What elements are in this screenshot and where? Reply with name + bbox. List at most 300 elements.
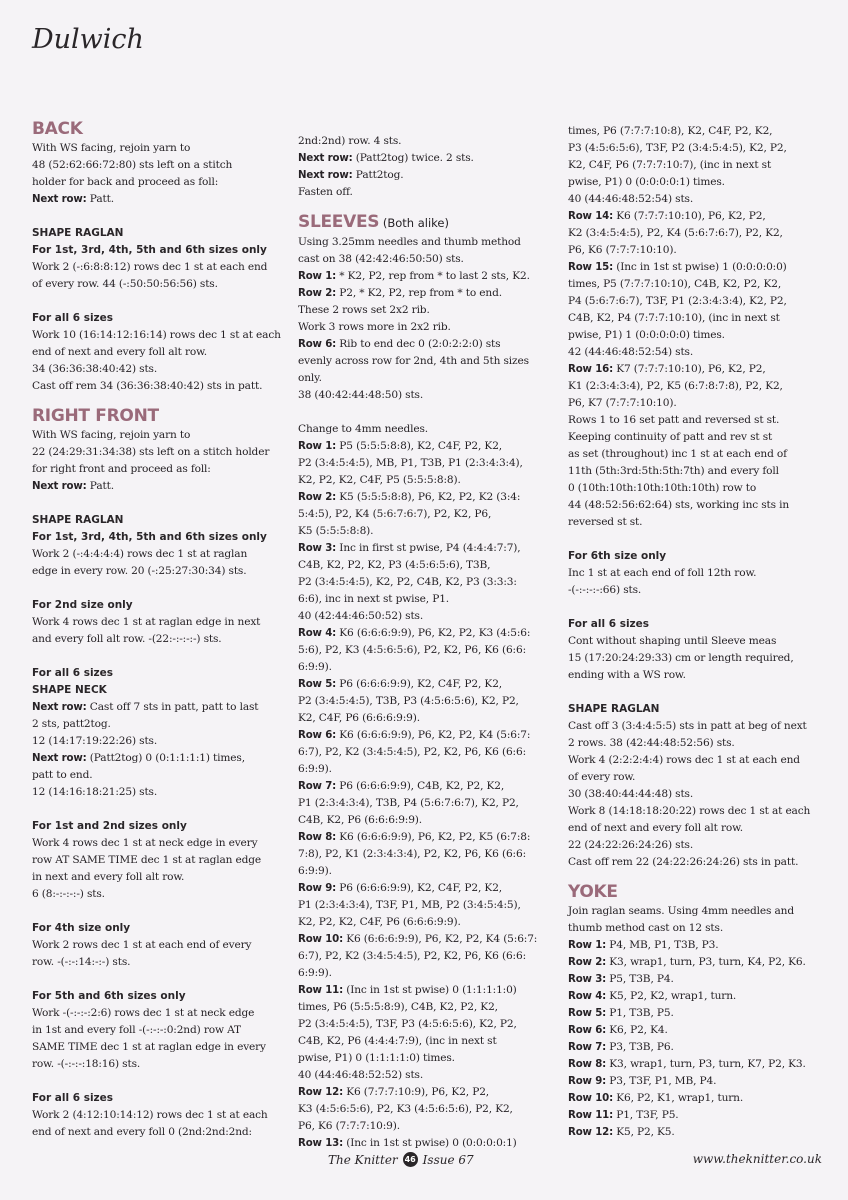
instruction-line [298, 523, 560, 540]
instruction-line [298, 438, 560, 455]
instruction-text: P1, T3F, P5. [613, 1109, 679, 1121]
instruction-text: Keeping continuity of patt and rev st st [568, 431, 773, 443]
spacer [568, 871, 834, 881]
instruction-text: K1 (2:3:4:3:4), P2, K5 (6:7:8:7:8), P2, K2, [568, 380, 783, 392]
instruction-line [32, 1039, 294, 1056]
instruction-line [298, 846, 560, 863]
instruction-text: With WS facing, rejoin yarn to [32, 142, 191, 154]
page-number-badge: 46 [403, 1152, 418, 1167]
spacer [32, 801, 294, 818]
instruction-line [32, 327, 294, 344]
instruction-text: 5:4:5), P2, K4 (5:6:7:6:7), P2, K2, P6, [298, 508, 492, 520]
instruction-line [32, 1056, 294, 1073]
instruction-text: P5, T3B, P4. [606, 973, 674, 985]
instruction-text: of every row. 44 (-:50:50:56:56) sts. [32, 278, 218, 290]
instruction-line [298, 1118, 560, 1135]
instruction-text: C4B, K2, P2, K2, P3 (4:5:6:5:6), T3B, [298, 559, 491, 571]
subsection-heading: SHAPE RAGLAN [32, 514, 124, 526]
instruction-line [568, 293, 834, 310]
instruction-line [32, 1005, 294, 1022]
instruction-text: K3 (4:5:6:5:6), P2, K3 (4:5:6:5:6), P2, K2, [298, 1103, 513, 1115]
instruction-text: C4B, K2, P6 (4:4:4:7:9), (inc in next st [298, 1035, 497, 1047]
instruction-line [298, 795, 560, 812]
instruction-line [32, 361, 294, 378]
instruction-line [32, 191, 294, 208]
row-label: Row 12: [298, 1087, 344, 1098]
instruction-text: Using 3.25mm needles and thumb method [298, 236, 521, 248]
instruction-text: end of next and every foll alt row. [32, 346, 207, 358]
instruction-text: for right front and proceed as foll: [32, 463, 211, 475]
instruction-text: Cast off 7 sts in patt, patt to last [86, 701, 259, 713]
instruction-text: 30 (38:40:44:44:48) sts. [568, 788, 694, 800]
instruction-text: Work 2 (-:6:8:8:12) rows dec 1 st at each end [32, 261, 268, 273]
instruction-text: in next and every foll alt row. [32, 871, 185, 883]
instruction-text: Change to 4mm needles. [298, 423, 428, 435]
instruction-line [298, 251, 560, 268]
instruction-text: pwise, P1) 1 (0:0:0:0:0) times. [568, 329, 725, 341]
instruction-text: Work 4 rows dec 1 st at neck edge in every [32, 837, 258, 849]
instruction-line [298, 455, 560, 472]
instruction-line [32, 716, 294, 733]
instruction-line [568, 276, 834, 293]
subsection-heading: SHAPE RAGLAN [32, 227, 124, 239]
instruction-text: Patt. [86, 193, 114, 205]
instruction-text: 2 sts, patt2tog. [32, 718, 111, 730]
size-heading: For all 6 sizes [568, 618, 650, 630]
instruction-text: 7:8), P2, K1 (2:3:4:3:4), P2, K2, P6, K6 (6:6: [298, 848, 526, 860]
spacer [32, 293, 294, 310]
spacer [298, 201, 560, 211]
instruction-line [32, 546, 294, 563]
instruction-line [568, 1022, 834, 1039]
instruction-line [298, 778, 560, 795]
row-label: Row 7: [298, 781, 337, 792]
instruction-line [298, 133, 560, 150]
section-heading [298, 211, 560, 234]
instruction-text: P3 (4:5:6:5:6), T3F, P2 (3:4:5:4:5), K2, P2, [568, 142, 787, 154]
instruction-line [298, 574, 560, 591]
instruction-line [32, 699, 294, 716]
instruction-text: (Patt2tog) twice. 2 sts. [352, 152, 474, 164]
instruction-text: 44 (48:52:56:62:64) sts, working inc sts in [568, 499, 790, 511]
instruction-text: Work 8 (14:18:18:20:22) rows dec 1 st at each [568, 805, 811, 817]
instruction-text: K7 (7:7:7:10:10), P6, K2, P2, [613, 363, 766, 375]
instruction-text: 40 (44:46:48:52:52) sts. [298, 1069, 424, 1081]
instruction-line [568, 344, 834, 361]
instruction-line [568, 735, 834, 752]
row-label: Next row: [298, 170, 353, 181]
column-2 [298, 133, 560, 1152]
instruction-line [298, 1084, 560, 1101]
instruction-text: 6:9:9). [298, 967, 332, 979]
instruction-text: 34 (36:36:38:40:42) sts. [32, 363, 158, 375]
instruction-line [298, 914, 560, 931]
instruction-text: Cont without shaping until Sleeve meas [568, 635, 777, 647]
instruction-line [32, 378, 294, 395]
section-heading-text: SLEEVES [298, 212, 380, 232]
size-heading: For 4th size only [32, 922, 131, 934]
instruction-text: 5:6), P2, K3 (4:5:6:5:6), P2, K2, P6, K6 (6:6: [298, 644, 526, 656]
instruction-text: Work -(-:-:-:2:6) rows dec 1 st at neck edge [32, 1007, 255, 1019]
instruction-text: 6:9:9). [298, 763, 332, 775]
instruction-text: row. -(-:-:-:18:16) sts. [32, 1058, 141, 1070]
instruction-text: 12 (14:17:19:22:26) sts. [32, 735, 158, 747]
row-label: Row 9: [298, 883, 337, 894]
instruction-text: 38 (40:42:44:48:50) sts. [298, 389, 424, 401]
row-label: Row 2: [298, 492, 337, 503]
size-heading: For 1st, 3rd, 4th, 5th and 6th sizes only [32, 531, 267, 543]
instruction-line [32, 784, 294, 801]
instruction-line [32, 886, 294, 903]
instruction-text: ending with a WS row. [568, 669, 686, 681]
instruction-line [568, 463, 834, 480]
instruction-text: P4, MB, P1, T3B, P3. [606, 939, 719, 951]
instruction-text: 42 (44:46:48:52:54) sts. [568, 346, 694, 358]
section-heading-note: (Both alike) [379, 216, 449, 230]
row-label: Row 9: [568, 1076, 607, 1087]
row-label: Row 8: [568, 1059, 607, 1070]
instruction-line [298, 150, 560, 167]
row-label: Next row: [32, 194, 87, 205]
instruction-text: Rows 1 to 16 set patt and reversed st st. [568, 414, 780, 426]
instruction-text: P2 (3:4:5:4:5), T3F, P3 (4:5:6:5:6), K2, P2, [298, 1018, 517, 1030]
instruction-line [298, 540, 560, 557]
instruction-text: K6, P2, K1, wrap1, turn. [613, 1092, 744, 1104]
instruction-line [298, 999, 560, 1016]
instruction-text: P1 (2:3:4:3:4), T3F, P1, MB, P2 (3:4:5:4:5), [298, 899, 521, 911]
instruction-line [32, 1022, 294, 1039]
instruction-text: C4B, K2, P6 (6:6:6:9:9). [298, 814, 423, 826]
instruction-text: 22 (24:29:31:34:38) sts left on a stitch holder [32, 446, 270, 458]
instruction-line [32, 937, 294, 954]
instruction-text: 22 (24:22:26:24:26) sts. [568, 839, 694, 851]
instruction-line [568, 395, 834, 412]
instruction-text: Patt. [86, 480, 114, 492]
instruction-text: end of next and every foll 0 (2nd:2nd:2nd: [32, 1126, 252, 1138]
instruction-text: Cast off 3 (3:4:4:5:5) sts in patt at beg of next [568, 720, 807, 732]
instruction-line [298, 1101, 560, 1118]
column-3 [568, 123, 834, 1141]
instruction-text: 12 (14:16:18:21:25) sts. [32, 786, 158, 798]
instruction-text: P6 (6:6:6:9:9), K2, C4F, P2, K2, [336, 882, 503, 894]
instruction-text: times, P5 (7:7:7:10:10), C4B, K2, P2, K2, [568, 278, 782, 290]
instruction-line [32, 835, 294, 852]
instruction-line [32, 1107, 294, 1124]
section-heading-text: YOKE [568, 882, 618, 902]
instruction-line [568, 327, 834, 344]
row-label: Row 11: [298, 985, 344, 996]
instruction-line [298, 625, 560, 642]
instruction-text: row. -(-:-:14:-:-) sts. [32, 956, 131, 968]
instruction-text: Work 2 rows dec 1 st at each end of every [32, 939, 252, 951]
instruction-text: row AT SAME TIME dec 1 st at raglan edge [32, 854, 262, 866]
instruction-line [298, 727, 560, 744]
instruction-text: reversed st st. [568, 516, 643, 528]
row-label: Next row: [32, 702, 87, 713]
size-heading: For 5th and 6th sizes only [32, 990, 186, 1002]
spacer [568, 531, 834, 548]
instruction-text: Work 10 (16:14:12:16:14) rows dec 1 st at each [32, 329, 281, 341]
subsection-heading: SHAPE NECK [32, 684, 107, 696]
row-label: Row 10: [568, 1093, 614, 1104]
instruction-line [568, 718, 834, 735]
instruction-text: K6 (7:7:7:10:10), P6, K2, P2, [613, 210, 766, 222]
instruction-text: P2 (3:4:5:4:5), T3B, P3 (4:5:6:5:6), K2, P2, [298, 695, 519, 707]
instruction-line [568, 752, 834, 769]
section-heading-text: BACK [32, 119, 83, 139]
instruction-line [568, 191, 834, 208]
spacer [32, 495, 294, 512]
instruction-line [568, 174, 834, 191]
row-label: Row 3: [568, 974, 607, 985]
instruction-text: K5, P2, K5. [613, 1126, 675, 1138]
instruction-line [568, 514, 834, 531]
instruction-text: (Inc in 1st st pwise) 1 (0:0:0:0:0) [613, 261, 787, 273]
size-heading: For all 6 sizes [32, 667, 114, 679]
instruction-text: K2, P2, K2, C4F, P5 (5:5:5:8:8). [298, 474, 461, 486]
instruction-line [568, 633, 834, 650]
section-heading [32, 118, 294, 140]
row-label: Row 11: [568, 1110, 614, 1121]
instruction-text: P5 (5:5:5:8:8), K2, C4F, P2, K2, [336, 440, 503, 452]
instruction-text: P2, * K2, P2, rep from * to end. [336, 287, 502, 299]
instruction-text: 15 (17:20:24:29:33) cm or length required, [568, 652, 794, 664]
instruction-line [298, 1067, 560, 1084]
page-title: Dulwich [32, 24, 144, 55]
spacer [568, 684, 834, 701]
instruction-line [298, 931, 560, 948]
instruction-text: 6 (8:-:-:-:-) sts. [32, 888, 105, 900]
instruction-line [298, 761, 560, 778]
instruction-line [298, 880, 560, 897]
instruction-text: K5, P2, K2, wrap1, turn. [606, 990, 737, 1002]
instruction-line [568, 971, 834, 988]
instruction-line [298, 557, 560, 574]
row-label: Row 13: [298, 1138, 344, 1149]
instruction-text: K2 (3:4:5:4:5), P2, K4 (5:6:7:6:7), P2, K2, [568, 227, 783, 239]
instruction-text: Work 2 (-:4:4:4:4) rows dec 1 st at raglan [32, 548, 248, 560]
instruction-text: K3, wrap1, turn, P3, turn, K4, P2, K6. [606, 956, 806, 968]
instruction-line [32, 444, 294, 461]
size-heading: For 1st and 2nd sizes only [32, 820, 187, 832]
instruction-text: 0 (10th:10th:10th:10th:10th) row to [568, 482, 757, 494]
size-heading: For all 6 sizes [32, 1092, 114, 1104]
instruction-text: pwise, P1) 0 (1:1:1:1:0) times. [298, 1052, 455, 1064]
instruction-line [568, 259, 834, 276]
instruction-text: P3, T3F, P1, MB, P4. [606, 1075, 717, 1087]
instruction-text: Inc in first st pwise, P4 (4:4:4:7:7), [336, 542, 521, 554]
instruction-line [568, 225, 834, 242]
instruction-line [568, 854, 834, 871]
row-label: Next row: [32, 753, 87, 764]
instruction-text: Patt2tog. [352, 169, 404, 181]
instruction-line [568, 140, 834, 157]
instruction-line [298, 948, 560, 965]
instruction-text: thumb method cast on 12 sts. [568, 922, 724, 934]
instruction-text: 11th (5th:3rd:5th:5th:7th) and every foll [568, 465, 779, 477]
row-label: Row 5: [568, 1008, 607, 1019]
instruction-text: P1, T3B, P5. [606, 1007, 674, 1019]
instruction-line [568, 837, 834, 854]
row-label: Row 1: [298, 441, 337, 452]
instruction-text: (Inc in 1st st pwise) 0 (0:0:0:0:1) [343, 1137, 517, 1149]
instruction-line [298, 693, 560, 710]
instruction-line [298, 965, 560, 982]
instruction-line [32, 259, 294, 276]
instruction-line [298, 1135, 560, 1152]
instruction-line [32, 733, 294, 750]
instruction-text: P4 (5:6:7:6:7), T3F, P1 (2:3:4:3:4), K2, P2, [568, 295, 787, 307]
instruction-line [298, 167, 560, 184]
instruction-text: Inc 1 st at each end of foll 12th row. [568, 567, 757, 579]
instruction-line [568, 769, 834, 786]
instruction-line [32, 954, 294, 971]
instruction-text: * K2, P2, rep from * to last 2 sts, K2. [336, 270, 530, 282]
instruction-line [32, 767, 294, 784]
instruction-text: P6, K7 (7:7:7:10:10). [568, 397, 677, 409]
instruction-text: K6 (7:7:7:10:9), P6, K2, P2, [343, 1086, 490, 1098]
instruction-line [568, 1090, 834, 1107]
instruction-line [298, 285, 560, 302]
instruction-line [568, 446, 834, 463]
instruction-line [298, 489, 560, 506]
instruction-line [298, 353, 560, 370]
instruction-line [568, 1073, 834, 1090]
instruction-line [298, 863, 560, 880]
instruction-line [298, 387, 560, 404]
instruction-text: Rib to end dec 0 (2:0:2:2:0) sts [336, 338, 501, 350]
instruction-line [32, 631, 294, 648]
instruction-text: K3, wrap1, turn, P3, turn, K7, P2, K3. [606, 1058, 806, 1070]
instruction-text: 6:6), inc in next st pwise, P1. [298, 593, 450, 605]
instruction-line [32, 614, 294, 631]
row-label: Row 4: [298, 628, 337, 639]
instruction-line [568, 667, 834, 684]
instruction-line [568, 497, 834, 514]
row-label: Row 1: [298, 271, 337, 282]
spacer [568, 599, 834, 616]
instruction-text: Work 2 (4:12:10:14:12) rows dec 1 st at each [32, 1109, 268, 1121]
instruction-text: P6, K6 (7:7:7:10:9). [298, 1120, 400, 1132]
instruction-text: 6:7), P2, K2 (3:4:5:4:5), P2, K2, P6, K6 (6:6: [298, 746, 526, 758]
instruction-line [568, 429, 834, 446]
instruction-text: times, P6 (7:7:7:10:8), K2, C4F, P2, K2, [568, 125, 773, 137]
instruction-line [298, 472, 560, 489]
row-label: Next row: [32, 481, 87, 492]
instruction-text: patt to end. [32, 769, 93, 781]
instruction-line [298, 982, 560, 999]
instruction-line [298, 591, 560, 608]
instruction-text: SAME TIME dec 1 st at raglan edge in every [32, 1041, 266, 1053]
instruction-line [32, 427, 294, 444]
instruction-line [298, 676, 560, 693]
instruction-line [568, 954, 834, 971]
instruction-text: times, P6 (5:5:5:8:9), C4B, K2, P2, K2, [298, 1001, 498, 1013]
spacer [298, 404, 560, 421]
instruction-text: end of next and every foll alt row. [568, 822, 743, 834]
instruction-line [568, 412, 834, 429]
instruction-line [568, 378, 834, 395]
instruction-text: in 1st and every foll -(-:-:-:0:2nd) row AT [32, 1024, 241, 1036]
instruction-text: 2nd:2nd) row. 4 sts. [298, 135, 402, 147]
instruction-line [568, 1005, 834, 1022]
size-heading: For 2nd size only [32, 599, 133, 611]
instruction-line [568, 1107, 834, 1124]
instruction-line [32, 461, 294, 478]
instruction-text: These 2 rows set 2x2 rib. [298, 304, 430, 316]
row-label: Row 6: [298, 339, 337, 350]
size-heading: For 1st, 3rd, 4th, 5th and 6th sizes only [32, 244, 267, 256]
instruction-line [568, 988, 834, 1005]
row-label: Row 2: [298, 288, 337, 299]
instruction-text: P2 (3:4:5:4:5), MB, P1, T3B, P1 (2:3:4:3:4), [298, 457, 523, 469]
instruction-line [32, 1124, 294, 1141]
instruction-line [298, 319, 560, 336]
instruction-text: Work 4 rows dec 1 st at raglan edge in next [32, 616, 261, 628]
instruction-text: K6 (6:6:6:9:9), P6, K2, P2, K4 (5:6:7: [343, 933, 538, 945]
instruction-line [298, 710, 560, 727]
instruction-line [568, 803, 834, 820]
instruction-line [298, 744, 560, 761]
instruction-line [568, 786, 834, 803]
instruction-line [568, 565, 834, 582]
instruction-text: Join raglan seams. Using 4mm needles and [568, 905, 794, 917]
row-label: Next row: [298, 153, 353, 164]
instruction-line [32, 140, 294, 157]
instruction-text: of every row. [568, 771, 636, 783]
instruction-text: 48 (52:62:66:72:80) sts left on a stitch [32, 159, 233, 171]
instruction-text: K6, P2, K4. [606, 1024, 668, 1036]
instruction-line [298, 1033, 560, 1050]
instruction-line [298, 608, 560, 625]
spacer [32, 208, 294, 225]
size-heading: For all 6 sizes [32, 312, 114, 324]
instruction-line [568, 1056, 834, 1073]
magazine-name: The Knitter [328, 1152, 398, 1167]
instruction-text: P6, K6 (7:7:7:10:10). [568, 244, 677, 256]
instruction-text: K2, C4F, P6 (7:7:7:10:7), (inc in next st [568, 159, 772, 171]
instruction-line [32, 869, 294, 886]
instruction-text: (Patt2tog) 0 (0:1:1:1:1) times, [86, 752, 245, 764]
column-1 [32, 118, 294, 1141]
instruction-text: K6 (6:6:6:9:9), P6, K2, P2, K5 (6:7:8: [336, 831, 531, 843]
row-label: Row 7: [568, 1042, 607, 1053]
instruction-text: holder for back and proceed as foll: [32, 176, 219, 188]
instruction-text: 2 rows. 38 (42:44:48:52:56) sts. [568, 737, 735, 749]
issue-label: Issue 67 [422, 1152, 474, 1167]
instruction-text: only. [298, 372, 322, 384]
row-label: Row 15: [568, 262, 614, 273]
row-label: Row 10: [298, 934, 344, 945]
instruction-line [568, 208, 834, 225]
instruction-line [568, 242, 834, 259]
instruction-text: pwise, P1) 0 (0:0:0:0:1) times. [568, 176, 725, 188]
instruction-text: Work 3 rows more in 2x2 rib. [298, 321, 451, 333]
instruction-text: evenly across row for 2nd, 4th and 5th sizes [298, 355, 529, 367]
instruction-line [298, 184, 560, 201]
instruction-text: C4B, K2, P4 (7:7:7:10:10), (inc in next st [568, 312, 780, 324]
instruction-text: K6 (6:6:6:9:9), P6, K2, P2, K3 (4:5:6: [336, 627, 531, 639]
instruction-line [568, 582, 834, 599]
instruction-line [32, 563, 294, 580]
instruction-text: K5 (5:5:5:8:8). [298, 525, 374, 537]
row-label: Row 8: [298, 832, 337, 843]
instruction-text: K2, P2, K2, C4F, P6 (6:6:6:9:9). [298, 916, 461, 928]
instruction-line [568, 903, 834, 920]
instruction-line [298, 421, 560, 438]
subsection-heading: SHAPE RAGLAN [568, 703, 660, 715]
instruction-text: Work 4 (2:2:2:4:4) rows dec 1 st at each end [568, 754, 800, 766]
